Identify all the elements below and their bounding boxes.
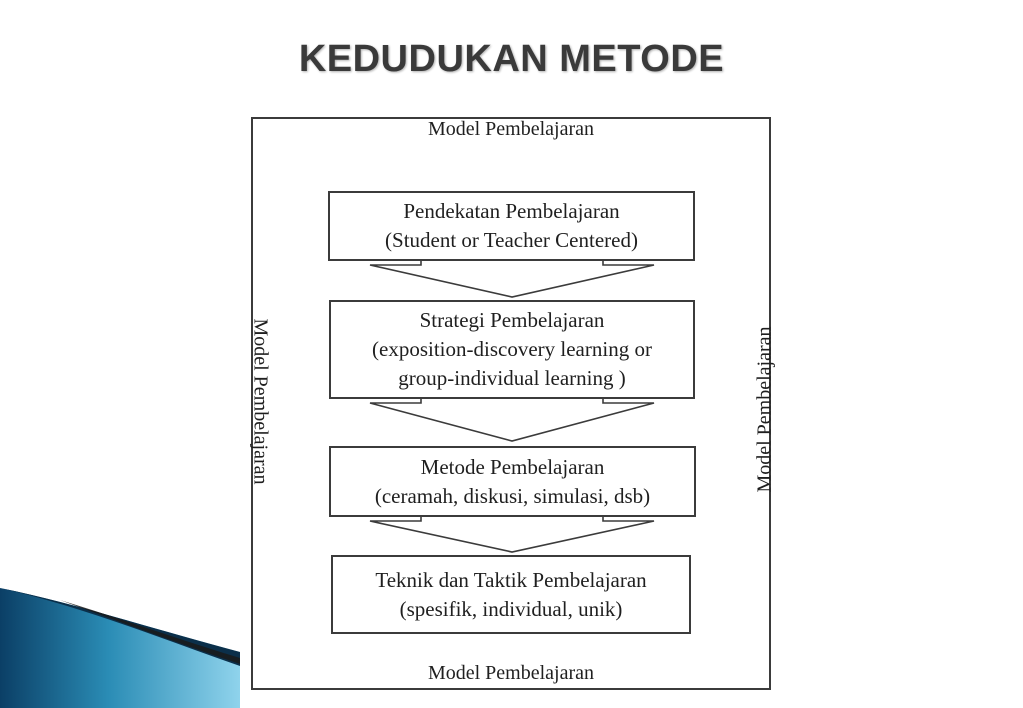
box-pendekatan-pembelajaran (328, 191, 695, 261)
frame-label-right: Model Pembelajaran (753, 326, 776, 493)
box-2-subtitle-line1: (exposition-discovery learning or (372, 337, 652, 362)
arrow-2-icon (370, 399, 654, 441)
box-2-subtitle-line2: group-individual learning ) (398, 365, 626, 390)
box-teknik-taktik-pembelajaran (331, 555, 691, 634)
box-3-subtitle: (ceramah, diskusi, simulasi, dsb) (374, 483, 651, 508)
box-strategi-pembelajaran (329, 300, 695, 399)
box-4-subtitle: (spesifik, individual, unik) (399, 596, 623, 621)
box-metode-pembelajaran (329, 446, 696, 517)
box-1-subtitle: (Student or Teacher Centered) (385, 228, 638, 252)
frame-label-top: Model Pembelajaran (427, 118, 595, 140)
box-1-title: Pendekatan Pembelajaran (403, 199, 620, 224)
arrow-3-icon (370, 517, 654, 552)
slide-title: KEDUDUKAN METODE (298, 38, 725, 80)
frame-label-bottom: Model Pembelajaran (427, 662, 595, 684)
arrow-1-icon (370, 261, 654, 297)
box-4-title: Teknik dan Taktik Pembelajaran (375, 567, 647, 592)
box-2-title: Strategi Pembelajaran (419, 308, 605, 333)
box-3-title: Metode Pembelajaran (420, 454, 605, 479)
frame-label-left: Model Pembelajaran (249, 318, 272, 485)
